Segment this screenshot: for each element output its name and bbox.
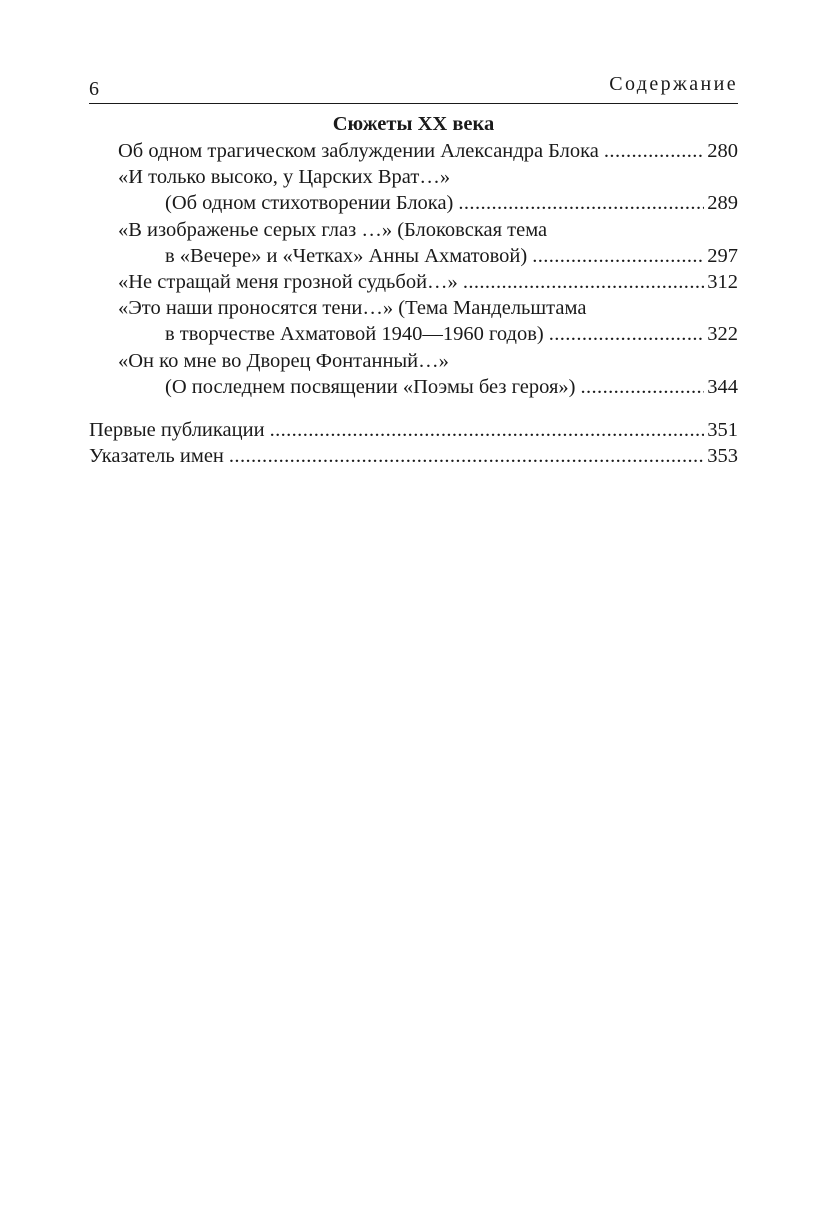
toc-entry-title: Об одном трагическом заблуждении Александра Блока (118, 140, 599, 162)
toc-entry-continuation[interactable] (89, 190, 738, 216)
header-rule (89, 103, 738, 104)
toc-backmatter-entry[interactable] (89, 417, 738, 443)
toc-entry-subtitle: в «Вечере» и «Четках» Анны Ахматовой) (165, 244, 528, 267)
dot-leader (532, 243, 704, 269)
toc-entry[interactable] (89, 295, 738, 321)
toc-entry-continuation[interactable] (89, 243, 738, 269)
section-title: Сюжеты XX века (332, 113, 495, 135)
dot-leader (604, 138, 704, 164)
toc-entry[interactable] (89, 138, 738, 164)
toc-entry-title: «В изображенье серых глаз …» (Блоковская тема (118, 218, 548, 241)
toc-page-number: 312 (707, 271, 738, 294)
toc-page-number: 344 (707, 375, 738, 398)
toc-entry-continuation[interactable] (89, 374, 738, 400)
running-title: Содержание (609, 73, 738, 95)
running-head (89, 72, 738, 98)
toc-entry-continuation[interactable] (89, 321, 738, 347)
dot-leader (229, 443, 704, 469)
toc-entry-title: «И только высоко, у Царских Врат…» (118, 166, 451, 189)
toc-entry-title: «Это наши проносятся тени…» (Тема Мандельштама (118, 297, 587, 320)
toc-entry-title: «Он ко мне во Дворец Фонтанный…» (118, 349, 449, 372)
toc-page-number: 289 (707, 192, 738, 215)
dot-leader (549, 321, 705, 347)
spacer (89, 400, 738, 417)
toc-page-number: 353 (707, 445, 738, 468)
toc-entry[interactable] (89, 348, 738, 374)
toc-entry-title: «Не стращай меня грозной судьбой…» (118, 271, 458, 294)
toc-page-number: 297 (707, 244, 738, 267)
dot-leader (463, 269, 704, 295)
toc-backmatter-entry[interactable] (89, 443, 738, 469)
toc-page-number: 322 (707, 323, 738, 346)
toc-entry[interactable] (89, 164, 738, 190)
toc-entry-title: Указатель имен (89, 445, 224, 468)
dot-leader (458, 190, 704, 216)
toc-entry-subtitle: (О последнем посвящении «Поэмы без героя») (165, 375, 576, 398)
toc-page-number: 351 (707, 419, 738, 442)
dot-leader (580, 374, 704, 400)
toc-entry-subtitle: в творчестве Ахматовой 1940—1960 годов) (165, 323, 544, 346)
toc-entry-title: Первые публикации (89, 419, 265, 442)
table-of-contents (89, 111, 738, 469)
toc-entry[interactable] (89, 217, 738, 243)
toc-entry-subtitle: (Об одном стихотворении Блока) (165, 192, 454, 215)
toc-entry[interactable] (89, 269, 738, 295)
page-number: 6 (89, 78, 99, 100)
dot-leader (270, 417, 705, 443)
toc-page-number: 280 (707, 140, 738, 162)
